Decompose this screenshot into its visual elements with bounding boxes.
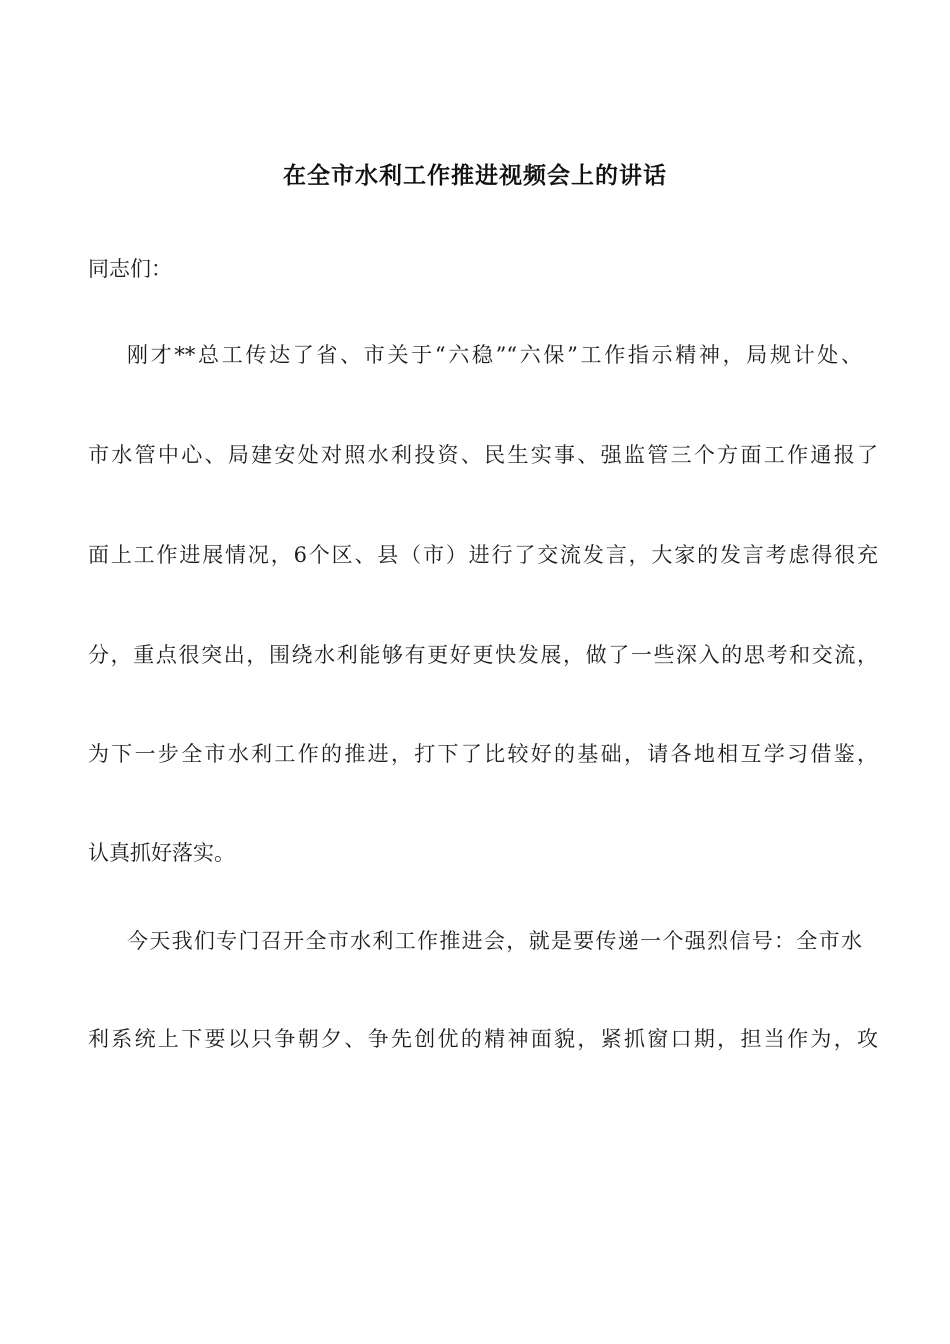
paragraph-2-line-1: 今天我们专门召开全市水利工作推进会，就是要传递一个强烈信号：全市水 — [127, 929, 862, 953]
paragraph-1-line-4: 分，重点很突出，围绕水利能够有更好更快发展，做了一些深入的思考和交流， — [88, 643, 878, 667]
paragraph-1-line-1: 刚才**总工传达了省、市关于“六稳”“六保”工作指示精神，局规计处、 — [127, 343, 862, 367]
document-title: 在全市水利工作推进视频会上的讲话 — [283, 163, 667, 189]
paragraph-1-line-5: 为下一步全市水利工作的推进，打下了比较好的基础，请各地相互学习借鉴， — [88, 742, 878, 766]
paragraph-1-line-6: 认真抓好落实。 — [88, 841, 235, 865]
paragraph-1-line-3: 面上工作进展情况，6个区、县（市）进行了交流发言，大家的发言考虑得很充 — [88, 543, 878, 567]
paragraph-1-line-2: 市水管中心、局建安处对照水利投资、民生实事、强监管三个方面工作通报了 — [88, 443, 878, 467]
paragraph-2-line-2: 利系统上下要以只争朝夕、争先创优的精神面貌，紧抓窗口期，担当作为，攻 — [88, 1027, 878, 1051]
salutation: 同志们： — [88, 257, 172, 281]
